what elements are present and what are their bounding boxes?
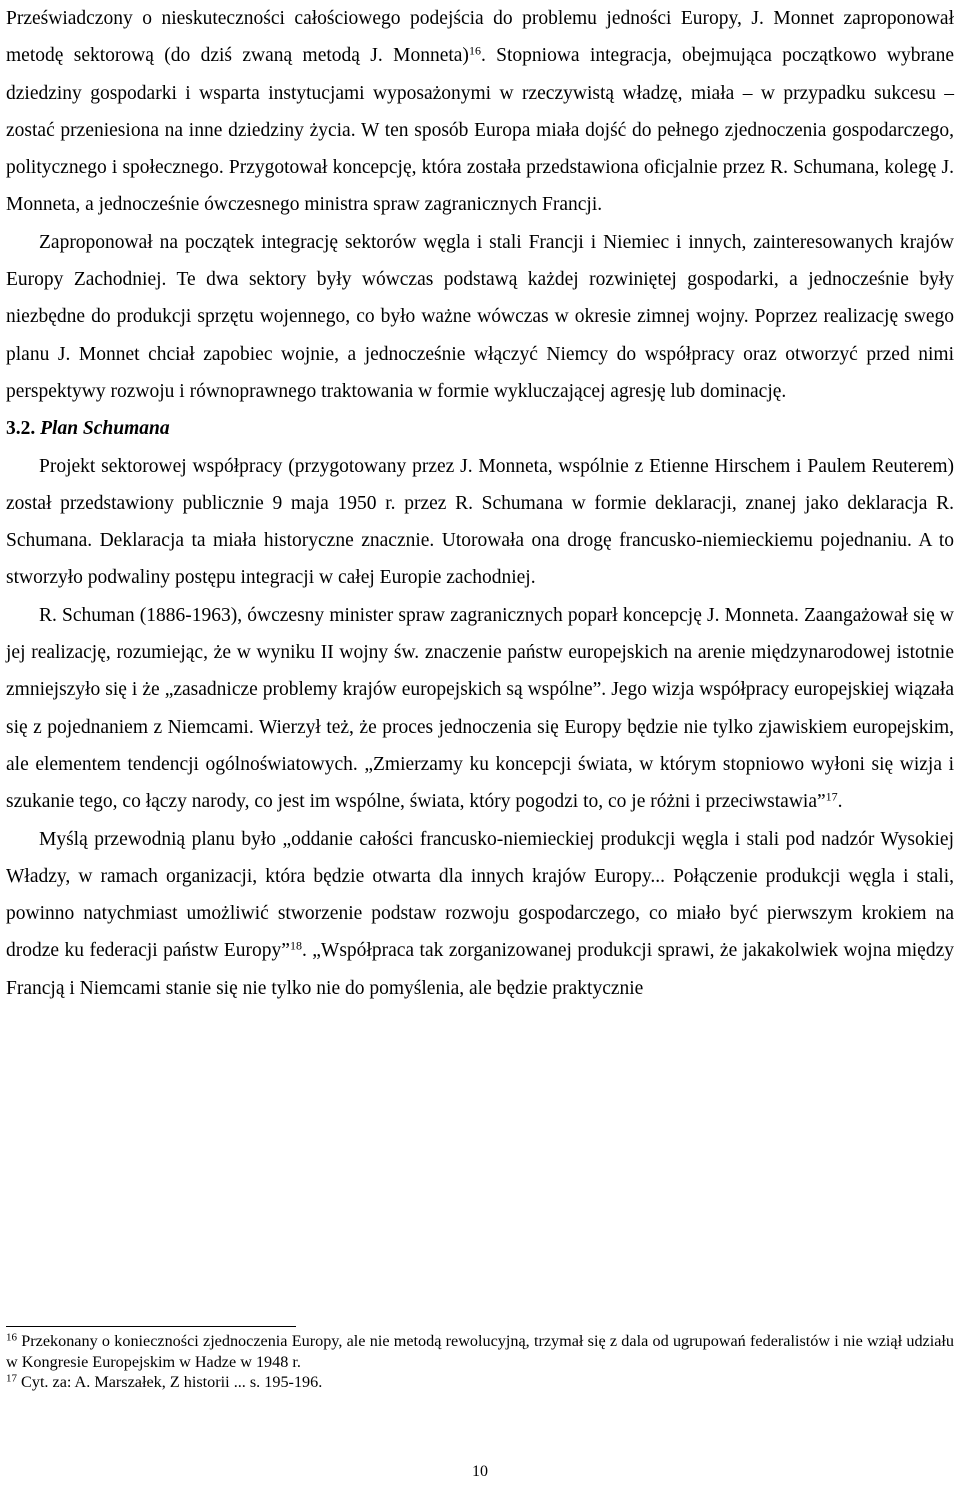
footnote-text: Przekonany o konieczności zjednoczenia Europy, ale nie metodą rewolucyjną, trzymał się z dala od ugrupowań federalistów i nie wziął udziału w Kongresie Europejskim w Hadze w 1948 r.	[6, 1332, 954, 1371]
section-title: Plan Schumana	[40, 418, 170, 440]
footnote-ref: 16	[468, 43, 481, 58]
footnote-ref: 17	[825, 789, 838, 804]
paragraph-text: . „Współpraca tak zorganizowanej produkcji sprawi, że jakakolwiek wojna między Francją i Niemcami stanie się nie tylko nie do pomyślenia, ale będzie praktycznie	[6, 940, 954, 999]
paragraph-text: Przeświadczony o nieskuteczności całościowego podejścia do problemu jedności Europy, J. Monnet zaproponował metodę sektorową (do dziś zwaną metodą J. Monneta)	[6, 8, 954, 67]
paragraph-text: Zaproponował na początek integrację sektorów węgla i stali Francji i Niemiec i innych, zainteresowanych krajów Europy Zachodniej. Te dwa sektory były wówczas podstawą każdej rozwiniętej gospodarki, a jednocześnie były niezbędne do produkcji sprzętu wojennego, co było ważne wówczas w okresie zimnej wojny. Poprzez realizację swego planu J. Monnet chciał zapobiec wojnie, a jednocześnie włączyć Niemcy do współpracy oraz otworzyć przed nimi perspektywy rozwoju i równoprawnego traktowania w formie wykluczającej agresję lub dominację.	[6, 231, 954, 402]
paragraph-text: Projekt sektorowej współpracy (przygotowany przez J. Monneta, wspólnie z Etienne Hirschem i Paulem Reuterem) został przedstawiony publicznie 9 maja 1950 r. przez R. Schumana w formie deklaracji, znanej jako deklaracja R. Schumana. Deklaracja ta miała historyczne znacznie. Utorowała ona drogę francusko-niemieckiemu pojednaniu. A to stworzyło podwaliny postępu integracji w całej Europie zachodniej.	[6, 455, 954, 589]
section-heading	[6, 410, 954, 447]
footnote-text: Cyt. za: A. Marszałek, Z historii ... s. 195-196.	[17, 1373, 323, 1391]
paragraph-text: .	[837, 791, 843, 813]
paragraph	[6, 448, 954, 597]
footnote	[6, 1331, 954, 1372]
paragraph	[6, 224, 954, 410]
paragraph-text: . Stopniowa integracja, obejmująca początkowo wybrane dziedziny gospodarki i wsparta instytucjami wyposażonymi w rzeczywistą władzę, miała – w przypadku sukcesu – zostać przeniesiona na inne dziedziny życia. W ten sposób Europa miała dojść do pełnego zjednoczenia gospodarczego, politycznego i społecznego. Przygotował koncepcję, która została przedstawiona oficjalnie przez R. Schumana, kolegę J. Monneta, a jednocześnie ówczesnego ministra spraw zagranicznych Francji.	[6, 45, 954, 216]
footnotes	[6, 1331, 954, 1393]
body-text	[6, 0, 954, 1007]
paragraph	[6, 597, 954, 821]
footnote	[6, 1372, 954, 1393]
paragraph	[6, 0, 954, 224]
paragraph-text: Myślą przewodnią planu było „oddanie całości francusko-niemieckiej produkcji węgla i stali pod nadzór Wysokiej Władzy, w ramach organizacji, która będzie otwarta dla innych krajów Europy... Połączenie produkcji węgla i stali, powinno natychmiast umożliwić stworzenie podstaw rozwoju gospodarczego, co miało być pierwszym krokiem na drodze ku federacji państw Europy”	[6, 828, 954, 962]
paragraph	[6, 821, 954, 1007]
paragraph-text: R. Schuman (1886-1963), ówczesny minister spraw zagranicznych poparł koncepcję J. Monneta. Zaangażował się w jej realizację, rozumiejąc, że w wyniku II wojny św. znaczenie państw europejskich na arenie międzynarodowej istotnie zmniejszyło się i że „zasadnicze problemy krajów europejskich są wspólne”. Jego wizja współpracy europejskiej wiązała się z pojednaniem z Niemcami. Wierzył też, że proces jednoczenia się Europy będzie nie tylko zjawiskiem europejskim, ale elementem tendencji ogólnoświatowych. „Zmierzamy ku koncepcji świata, w którym stopniowo wyłoni się wizja i szukanie tego, co łączy narody, co jest im wspólne, świata, który pogodzi to, co je różni i przeciwstawia”	[6, 604, 954, 813]
page-number: 10	[472, 1463, 488, 1480]
footnote-ref: 18	[289, 938, 302, 953]
section-number: 3.2.	[6, 418, 36, 440]
footnote-number: 16	[6, 1331, 17, 1344]
footnote-number: 17	[6, 1372, 17, 1385]
footnote-separator	[6, 1326, 296, 1327]
